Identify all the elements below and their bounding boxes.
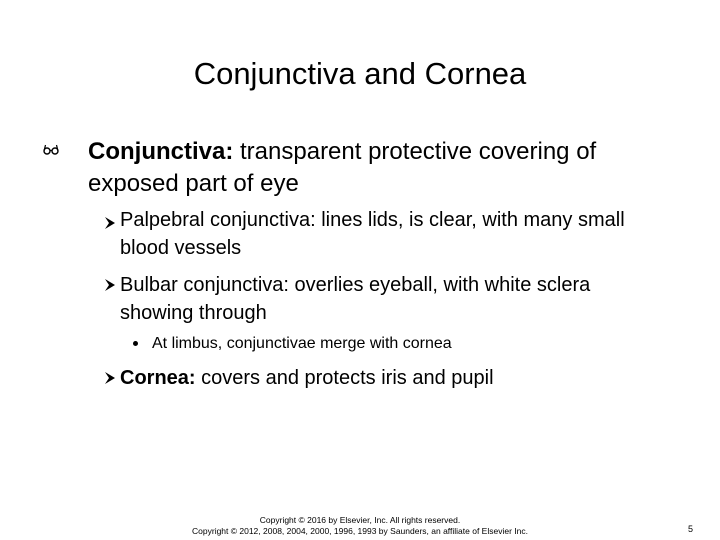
copyright-footer: [150, 515, 570, 537]
main-bullet-description: transparent protective covering of exposed part of eye: [88, 138, 597, 197]
sub-bullet-bulbar: Bulbar conjunctiva: overlies eyeball, with white sclera showing through: [120, 274, 591, 324]
glasses-icon: [43, 141, 59, 157]
sub-bullet-cornea: [120, 364, 660, 392]
arrowhead-icon: [104, 216, 116, 230]
sub-bullet-palpebral: Palpebral conjunctiva: lines lids, is clear, with many small blood vessels: [120, 209, 625, 259]
slide-title: Conjunctiva and Cornea: [193, 56, 527, 91]
main-bullet-term: Conjunctiva:: [88, 138, 234, 165]
cornea-term: Cornea:: [120, 367, 196, 389]
arrowhead-icon: [104, 371, 116, 385]
main-bullet-text: [88, 136, 688, 200]
cornea-description: covers and protects iris and pupil: [195, 367, 494, 389]
page-number: 5: [688, 524, 694, 534]
copyright-line-1: Copyright © 2016 by Elsevier, Inc. All rights reserved.: [259, 515, 461, 525]
sub-sub-bullet-limbus: At limbus, conjunctivae merge with cornea: [152, 335, 452, 352]
arrowhead-icon: [104, 278, 116, 292]
copyright-line-2: Copyright © 2012, 2008, 2004, 2000, 1996, 1993 by Saunders, an affiliate of Elsevier Inc.: [192, 526, 528, 536]
dot-icon: [133, 341, 138, 346]
